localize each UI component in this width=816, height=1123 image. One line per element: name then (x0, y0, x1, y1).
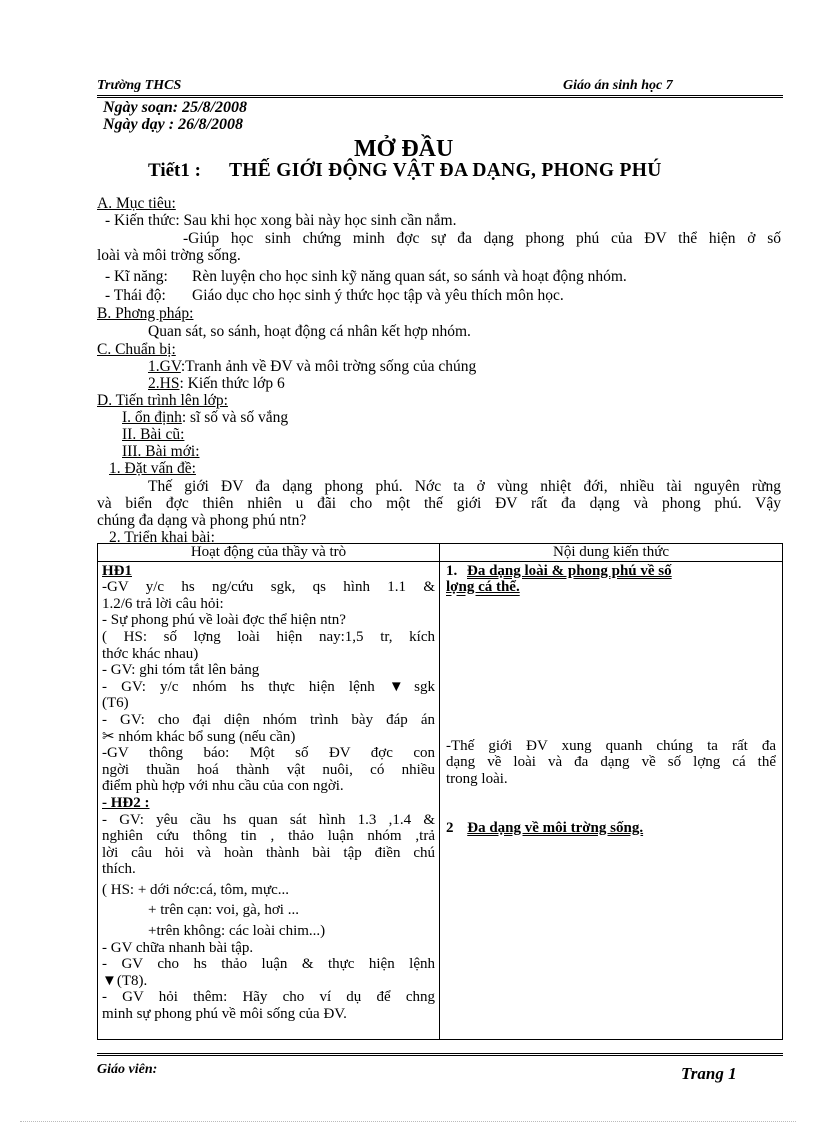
activity-line: - GV cho hs thảo luận & thực hiện lệnh (102, 956, 435, 973)
prep-gv-label: 1.GV (148, 358, 181, 375)
activity-line: thớc khác nhau) (102, 645, 199, 662)
subject-name: Giáo án sinh học 7 (563, 78, 673, 93)
content-heading-1 (446, 563, 776, 596)
activity-line: - GV chữa nhanh bài tập. (102, 939, 254, 956)
page-bottom-edge (20, 1121, 796, 1122)
step-problem: 1. Đặt vấn đề: (109, 460, 196, 477)
table-header-row (98, 544, 783, 562)
content-paragraph-1 (446, 738, 776, 788)
intro-line-2: và biển đợc thiên nhiên u đãi cho một thế giới ĐV rất đa dạng và phong phú. Vậy (97, 495, 781, 512)
date-prepared: Ngày soạn: 25/8/2008 (103, 99, 247, 116)
footer-rule-2 (97, 1055, 783, 1056)
prep-hs-label: 2.HS (148, 375, 180, 392)
hd2-label: - HĐ2 : (102, 794, 150, 811)
activity-line: thích. (102, 861, 136, 878)
activity-line: - GV: y/c nhóm hs thực hiện lệnh ▼sgk (102, 678, 435, 695)
knowledge-line-1: - Kiến thức: Sau khi học xong bài này học sinh cần nắm. (105, 212, 457, 229)
step-stabilize-label: I. ổn định (122, 409, 182, 426)
intro-line-1: Thế giới ĐV đa dạng phong phú. Nớc ta ở vùng nhiệt đới, nhiều tài nguyên rừng (148, 478, 781, 495)
prep-gv-text: :Tranh ảnh về ĐV và môi trờng sống của chúng (180, 358, 477, 375)
activity-line: điểm phù hợp với nhu cầu của con ngời. (102, 778, 344, 795)
skill-text: Rèn luyện cho học sinh kỹ năng quan sát, so sánh và hoạt động nhóm. (192, 268, 627, 285)
lesson-table (97, 543, 783, 1040)
step-develop: 2. Triển khai bài: (109, 529, 215, 546)
lesson-label: Tiết1 : (148, 160, 201, 181)
activity-line: ▼(T8). (102, 972, 148, 989)
content-cell (440, 561, 783, 1039)
main-title: MỞ ĐẦU (354, 136, 454, 162)
col-teacher-activity-header: Hoạt động của thầy và trò (98, 544, 440, 562)
content-heading-1-text: Đa dạng loài & phong phú về số (467, 562, 672, 579)
section-c-heading: C. Chuẩn bị: (97, 341, 176, 358)
content-heading-1-text-2: lợng cá thể. (446, 579, 520, 596)
activity-line: ngời thuần hoá thành vật nuôi, có nhiều (102, 761, 435, 778)
prep-hs-text: : Kiến thức lớp 6 (179, 375, 285, 392)
teacher-activity-cell (98, 561, 440, 1039)
activity-line: ✂ nhóm khác bổ sung (nếu cần) (102, 728, 296, 745)
activity-line: minh sự phong phú về môi sống của ĐV. (102, 1006, 347, 1023)
activity-line: - GV: ghi tóm tắt lên bảng (102, 662, 260, 679)
attitude-label: - Thái độ: (105, 287, 166, 304)
activity-line: + trên cạn: voi, gà, hơi ... (148, 902, 299, 919)
lesson-title: THẾ GIỚI ĐỘNG VẬT ĐA DẠNG, PHONG PHÚ (229, 160, 662, 181)
section-a-heading: A. Mục tiêu: (97, 195, 176, 212)
activity-line: +trên không: các loài chim...) (148, 923, 326, 940)
activity-line: - GV hỏi thêm: Hãy cho ví dụ để chng (102, 989, 435, 1006)
activity-line: -GV y/c hs ng/cứu sgk, qs hình 1.1 & (102, 579, 435, 596)
activity-line: ( HS: + dới nớc:cá, tôm, mực... (102, 881, 290, 898)
activity-line: (T6) (102, 695, 129, 712)
skill-label: - Kĩ năng: (105, 268, 168, 285)
knowledge-line-2a: -Giúp học sinh chứng minh đợc sự đa dạng phong phú của ĐV thể hiện ở số (183, 230, 781, 247)
activity-line: 1.2/6 trả lời câu hỏi: (102, 595, 224, 612)
date-taught: Ngày dạy : 26/8/2008 (103, 116, 243, 133)
activity-line: lời câu hỏi và hoàn thành bài tập điền chú (102, 844, 435, 861)
footer-rule (97, 1053, 783, 1054)
activity-line: - GV: yêu cầu hs quan sát hình 1.3 ,1.4 & (102, 811, 435, 828)
activity-line: nghiên cứu thông tin , thảo luận nhóm ,trả (102, 828, 435, 845)
table-body-row (98, 561, 783, 1039)
header-rule-2 (97, 97, 783, 98)
content-line: trong loài. (446, 770, 508, 787)
step-new-lesson: III. Bài mới: (122, 443, 200, 460)
school-name: Trường THCS (97, 78, 182, 93)
activity-line: - GV: cho đại diện nhóm trình bày đáp án (102, 711, 435, 728)
content-line: dạng về loài và đa dạng về số lợng cá thể (446, 754, 776, 771)
knowledge-line-2b: loài và môi trờng sống. (97, 247, 241, 264)
content-heading-2 (446, 820, 776, 837)
intro-line-3: chúng đa dạng và phong phú ntn? (97, 512, 307, 529)
col-content-header: Nội dung kiến thức (440, 544, 783, 562)
content-heading-2-num: 2 (446, 819, 454, 836)
footer-teacher: Giáo viên: (97, 1062, 158, 1077)
section-d-heading: D. Tiến trình lên lớp: (97, 392, 228, 409)
attitude-text: Giáo dục cho học sinh ý thức học tập và yêu thích môn học. (192, 287, 564, 304)
content-heading-2-text: Đa dạng về môi trờng sống. (467, 819, 644, 836)
content-heading-1-num: 1. (446, 562, 458, 579)
header-rule (97, 95, 783, 96)
section-b-text: Quan sát, so sánh, hoạt động cá nhân kết hợp nhóm. (148, 323, 471, 340)
footer-page: Trang 1 (681, 1064, 737, 1083)
step-stabilize-text: : sĩ số và số vắng (181, 409, 289, 426)
content-line: -Thế giới ĐV xung quanh chúng ta rất đa (446, 737, 776, 754)
hd1-label: HĐ1 (102, 562, 132, 579)
activity-line: - Sự phong phú về loài đợc thể hiện ntn? (102, 612, 346, 629)
activity-line: ( HS: số lợng loài hiện nay:1,5 tr, kích (102, 628, 435, 645)
section-b-heading: B. Phơng pháp: (97, 305, 194, 322)
step-old-lesson: II. Bài cũ: (122, 426, 185, 443)
activity-line: -GV thông báo: Một số ĐV đợc con (102, 745, 435, 762)
